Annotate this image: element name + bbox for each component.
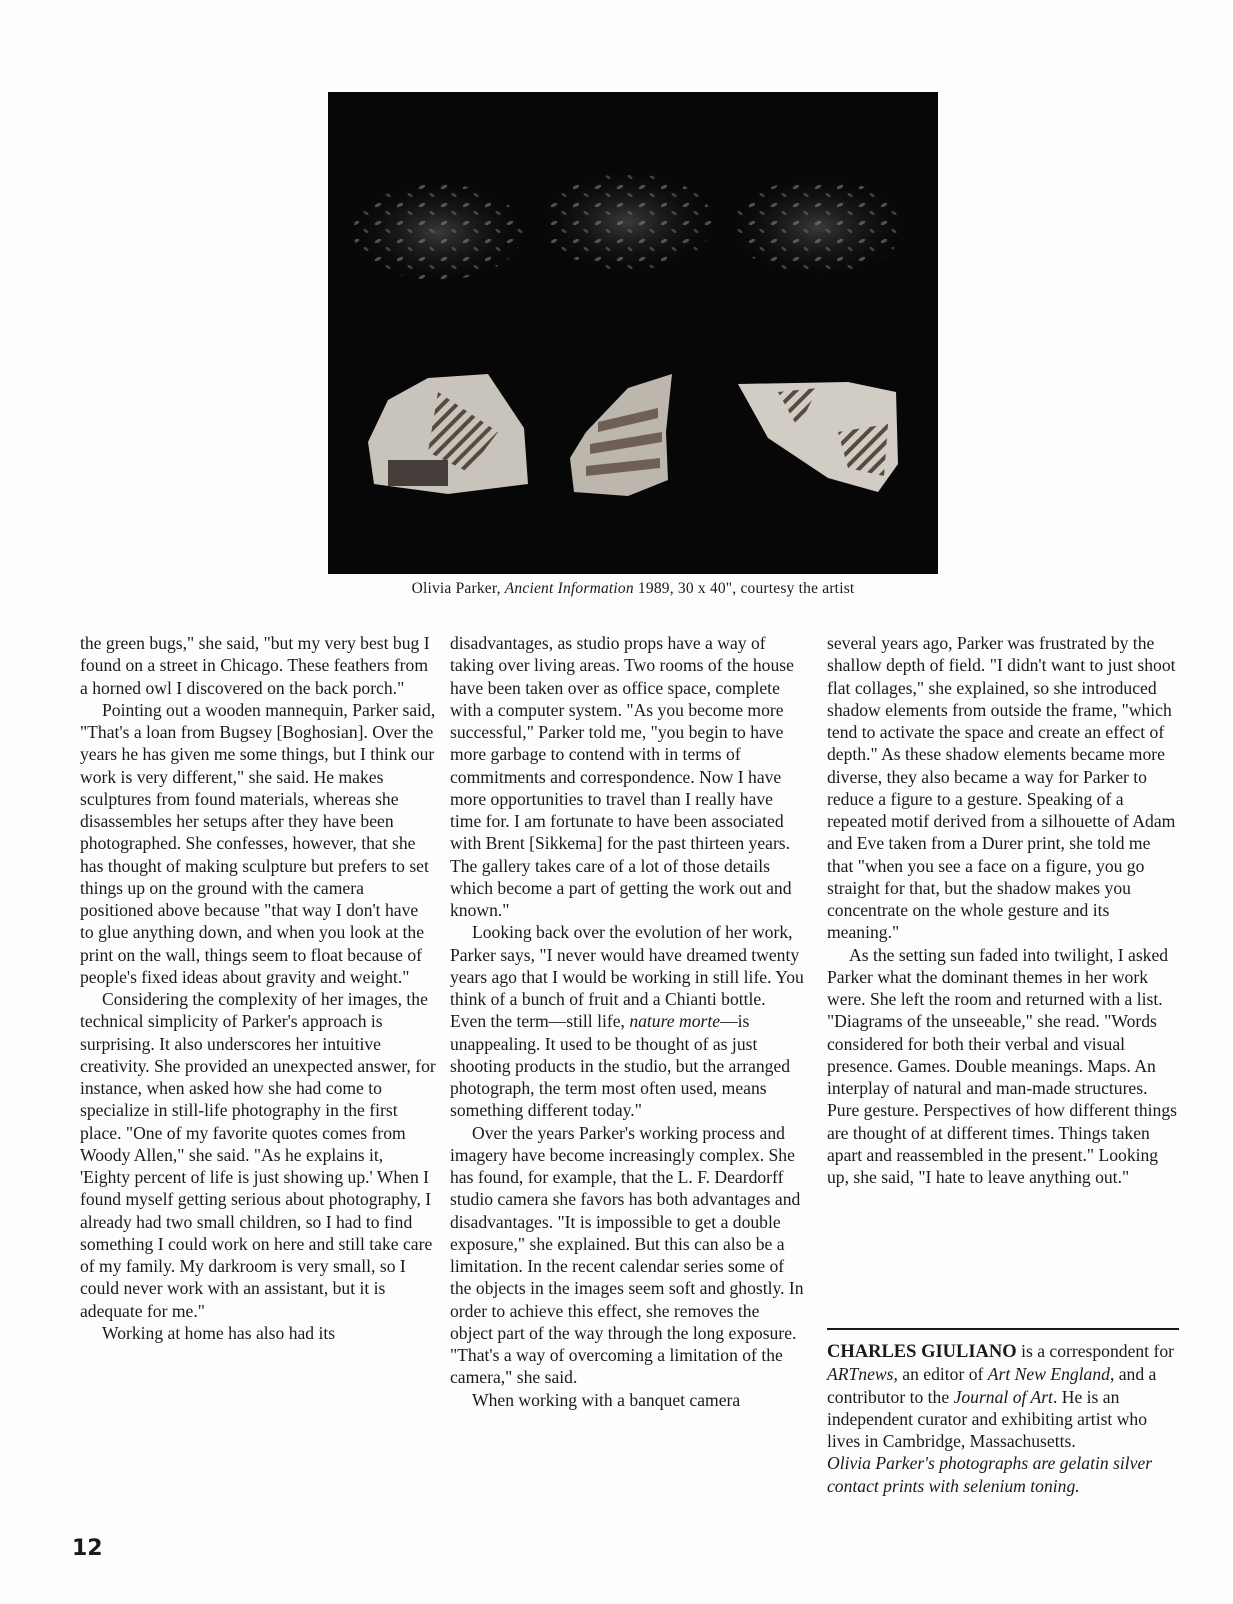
paragraph: disadvantages, as studio props have a way of taking over living areas. Two rooms of the house have been taken over as office space, complete with a computer system. "As you become more successful," Parker told me, "you begin to have more garbage to contend with in terms of commitments and correspondence. Now I have more opportunities to travel than I really have time for. I am fortunate to have been associated with Brent [Sikkema] for the past thirteen years. The gallery takes care of a lot of those details which become a part of getting the work out and known." [450, 633, 794, 920]
seed-clusters [343, 167, 913, 287]
paragraph: the green bugs," she said, "but my very best bug I found on a street in Chicago. These feathers from a horned owl I discovered on the back porch." [80, 633, 430, 698]
page-number: 12 [72, 1536, 103, 1561]
column-2 [450, 632, 806, 1411]
paragraph: Working at home has also had its [102, 1322, 336, 1343]
paragraph: several years ago, Parker was frustrated by the shallow depth of field. "I didn't want to just shoot flat collages," she explained, so she introduced shadow elements from outside the frame, "which tend to activate the space and create an effect of depth." As these shadow elements became more diverse, they also became a way for Parker to reduce a figure to a gesture. Speaking of a repeated motif derived from a silhouette of Adam and Eve taken from a Durer print, she told me that "when you see a face on a figure, you go straight for that, but the shadow makes you concentrate on the whole gesture and its meaning." [827, 633, 1176, 943]
column-1 [80, 632, 436, 1344]
paragraph: Considering the complexity of her images, the technical simplicity of Parker's approach is surprising. It also underscores her intuitive creativity. She provided an unexpected answer, for instance, when asked how she had come to specialize in still-life photography in the first place. "One of my favorite quotes comes from Woody Allen," she said. "As he explains it, 'Eighty percent of life is just showing up.' When I found myself getting serious about photography, I already had two small children, so I had to find something I could work on here and still take care of my family. My darkroom is very small, so I could never work with an assistant, but it is adequate for me." [80, 989, 436, 1321]
paragraph: When working with a banquet camera [472, 1389, 741, 1410]
paragraph: As the setting sun faded into twilight, I asked Parker what the dominant themes in her work were. She left the room and returned with a list. "Diagrams of the unseeable," she read. "Words considered for both their verbal and visual presence. Games. Double meanings. Maps. An interplay of natural and man-made structures. Pure gesture. Perspectives of how different things are thought of at different times. Things taken apart and reassembled in the present." Looking up, she said, "I hate to leave anything out." [827, 944, 1178, 1187]
artwork-photograph [328, 92, 938, 574]
paragraph: Pointing out a wooden mannequin, Parker said, "That's a loan from Bugsey [Boghosian]. Over the years he has given me some things, but I think our work is very different," she said. He makes sculptures from found materials, whereas she disassembles her setups after they have been photographed. She confesses, however, that she has thought of making sculpture but prefers to set things up on the ground with the camera positioned above because "that way I don't have to glue anything down, and when you look at the print on the wall, things seem to float because of people's fixed ideas about gravity and weight." [80, 699, 436, 987]
column-3 [827, 632, 1177, 1188]
figure-caption: Olivia Parker, Ancient Information 1989, 30 x 40", courtesy the artist [411, 580, 855, 597]
author-name: CHARLES GIULIANO [827, 1342, 1017, 1362]
photo-note: Olivia Parker's photographs are gelatin silver contact prints with selenium toning. [827, 1453, 1153, 1496]
author-bio: CHARLES GIULIANO is a correspondent for ARTnews, an editor of Art New England, and a contributor to the Journal of Art. He is an independent curator and exhibiting artist who lives in Cambridge, Massachusetts. Olivia Parker's photographs are gelatin silver contact prints with selenium toning. [827, 1328, 1179, 1497]
paragraph: Over the years Parker's working process and imagery have become increasingly complex. She has found, for example, that the L. F. Deardorff studio camera she favors has both advantages and disadvantages. "It is impossible to get a double exposure," she explained. But this can also be a limitation. In the recent calendar series some of the objects in the images seem soft and ghostly. In order to achieve this effect, she removes the object part of the way through the long exposure. "That's a way of overcoming a limitation of the camera," she said. [450, 1122, 804, 1388]
paragraph: Looking back over the evolution of her work, Parker says, "I never would have dreamed twenty years ago that I would be working in still life. You think of a bunch of fruit and a Chianti bottle. Even the term—still life, nature morte—is unappealing. It used to be thought of as just shooting products in the studio, but the arranged photograph, the term most often used, means something different today." [450, 922, 804, 1121]
